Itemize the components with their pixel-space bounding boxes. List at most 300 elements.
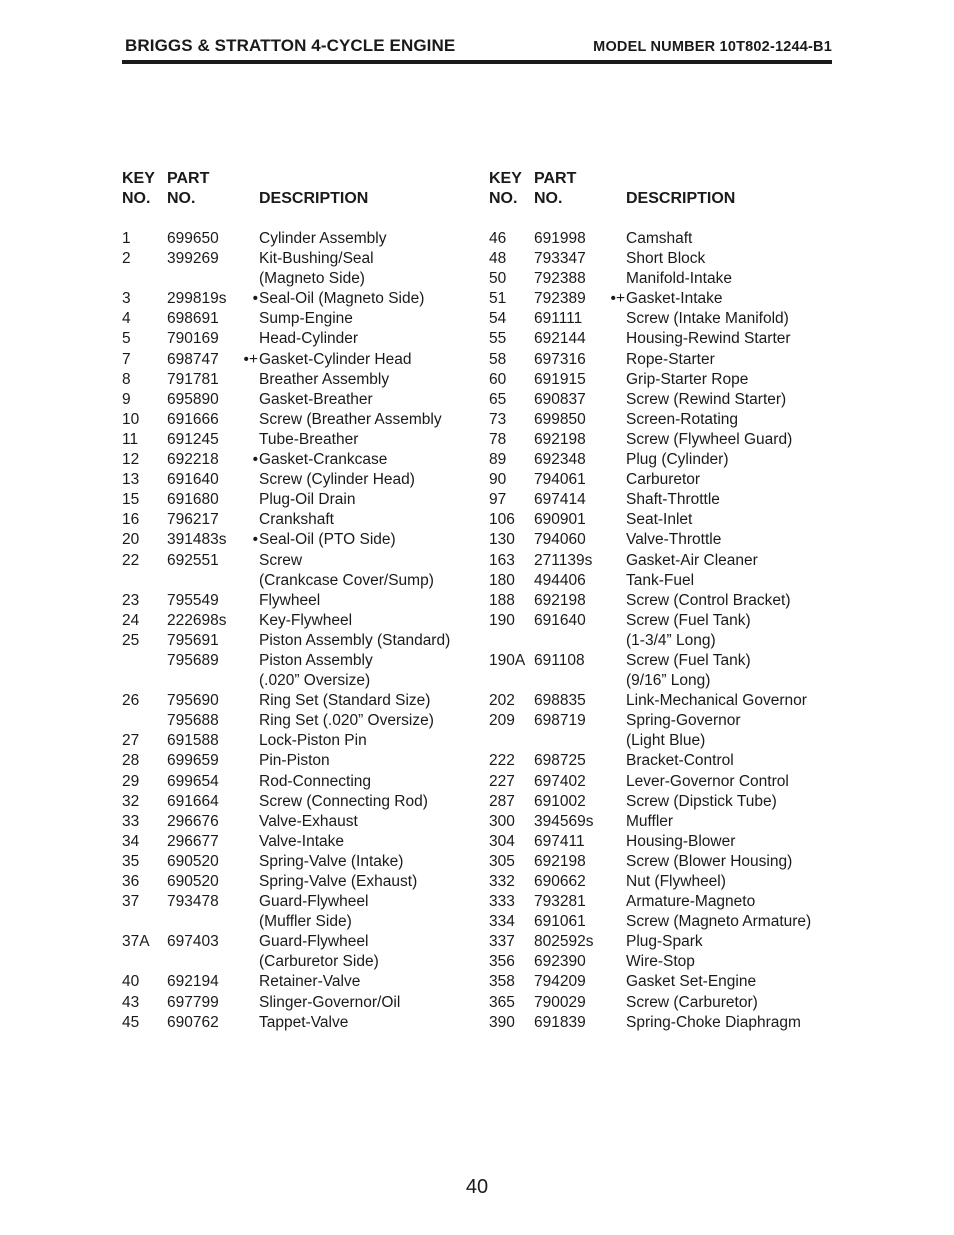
part-header-line1: PART <box>534 170 577 187</box>
key-number: 23 <box>122 591 140 609</box>
parts-row <box>489 470 849 490</box>
parts-row <box>489 792 849 812</box>
key-number: 22 <box>122 551 140 569</box>
key-number: 32 <box>122 792 140 810</box>
part-description: Screw (Rewind Starter) <box>626 390 787 408</box>
parts-row <box>122 510 482 530</box>
key-number: 332 <box>489 873 515 890</box>
part-description: Kit-Bushing/Seal <box>259 250 374 268</box>
key-number: 11 <box>122 430 139 448</box>
part-description: Housing-Blower <box>626 832 736 850</box>
parts-row <box>489 390 849 410</box>
parts-row <box>489 912 849 932</box>
part-description: Gasket-Cylinder Head <box>259 350 412 368</box>
key-number: 8 <box>122 370 131 388</box>
key-number: 1 <box>122 230 131 247</box>
parts-row <box>489 551 849 571</box>
key-number: 50 <box>489 270 507 288</box>
parts-row <box>489 591 849 611</box>
part-number: 691111 <box>534 310 583 328</box>
parts-row <box>122 872 482 892</box>
part-description: Gasket-Air Cleaner <box>626 551 758 569</box>
part-description: (Carburetor Side) <box>259 953 379 971</box>
parts-row <box>489 289 849 309</box>
key-number: 36 <box>122 873 140 890</box>
parts-row <box>122 932 482 952</box>
key-number: 25 <box>122 631 140 649</box>
part-number: 802592s <box>534 933 594 951</box>
part-number: 791781 <box>167 370 219 388</box>
part-number: 793347 <box>534 250 586 268</box>
part-description: Shaft-Throttle <box>626 491 720 509</box>
parts-row <box>122 812 482 832</box>
part-number: 299819s <box>167 290 227 308</box>
parts-list-left <box>122 229 482 1033</box>
part-description: Valve-Throttle <box>626 531 722 549</box>
part-description: Tank-Fuel <box>626 571 695 589</box>
part-description: Piston Assembly (Standard) <box>259 631 451 649</box>
key-number: 202 <box>489 692 515 710</box>
part-description: Sump-Engine <box>259 310 353 328</box>
part-header-line2: NO. <box>534 190 563 207</box>
part-number: 698725 <box>534 752 586 770</box>
part-description: Key-Flywheel <box>259 611 353 629</box>
parts-row <box>489 872 849 892</box>
part-number: 795689 <box>167 651 219 669</box>
part-description: Tappet-Valve <box>259 1013 349 1031</box>
part-number: 699850 <box>534 410 586 428</box>
key-number: 188 <box>489 591 515 609</box>
page-number: 40 <box>465 1176 489 1198</box>
part-number: 796217 <box>167 511 219 529</box>
key-number: 2 <box>122 250 131 268</box>
part-number: 792389 <box>534 290 586 308</box>
key-number: 5 <box>122 330 131 348</box>
key-number: 29 <box>122 772 140 790</box>
parts-row <box>489 932 849 952</box>
key-number: 4 <box>122 310 131 328</box>
key-number: 305 <box>489 852 515 870</box>
parts-row <box>122 711 482 731</box>
part-marker: •+ <box>243 350 258 368</box>
parts-row <box>122 792 482 812</box>
engine-title: BRIGGS & STRATTON 4-CYCLE ENGINE <box>125 36 456 55</box>
part-number: 691245 <box>167 430 219 448</box>
part-number: 790169 <box>167 330 219 348</box>
part-description: Screw (Fuel Tank) <box>626 651 751 669</box>
part-number: 790029 <box>534 993 586 1011</box>
part-number: 795549 <box>167 591 219 609</box>
parts-row <box>489 691 849 711</box>
part-number: 690837 <box>534 390 586 408</box>
part-number: 690901 <box>534 511 586 529</box>
part-description: Screw (Magneto Armature) <box>626 913 812 931</box>
part-number: 222698s <box>167 611 227 629</box>
part-number: 691588 <box>167 732 219 750</box>
part-number: 794209 <box>534 973 586 991</box>
key-number: 222 <box>489 752 515 770</box>
part-description: Guard-Flywheel <box>259 893 369 911</box>
parts-row <box>122 390 482 410</box>
part-description: Plug (Cylinder) <box>626 451 729 469</box>
part-number: 494406 <box>534 571 586 589</box>
part-description: Valve-Exhaust <box>259 812 358 830</box>
part-description: Crankshaft <box>259 511 334 529</box>
parts-row <box>122 370 482 390</box>
part-number: 691640 <box>534 611 586 629</box>
key-number: 180 <box>489 571 515 589</box>
key-number: 390 <box>489 1013 515 1031</box>
key-header-line2: NO. <box>489 190 518 207</box>
part-header-line1: PART <box>167 170 210 187</box>
part-description: Cylinder Assembly <box>259 230 387 247</box>
part-number: 692198 <box>534 852 586 870</box>
key-number: 45 <box>122 1013 140 1031</box>
parts-list-right <box>489 229 849 1033</box>
parts-row <box>122 450 482 470</box>
key-number: 26 <box>122 692 140 710</box>
part-number: 692194 <box>167 973 219 991</box>
part-description: Screw (Cylinder Head) <box>259 471 415 489</box>
parts-row <box>122 410 482 430</box>
key-number: 7 <box>122 350 131 368</box>
key-number: 190 <box>489 611 515 629</box>
key-number: 16 <box>122 511 140 529</box>
parts-row <box>122 571 482 591</box>
part-description: (.020” Oversize) <box>259 672 371 690</box>
part-number: 698719 <box>534 712 586 730</box>
part-description: Screw <box>259 551 303 569</box>
part-number: 698691 <box>167 310 219 328</box>
part-description: Slinger-Governor/Oil <box>259 993 401 1011</box>
key-number: 58 <box>489 350 507 368</box>
parts-row <box>122 530 482 550</box>
parts-row <box>122 671 482 691</box>
part-number: 794061 <box>534 471 586 489</box>
key-number: 40 <box>122 973 140 991</box>
part-description: Screw (Flywheel Guard) <box>626 430 793 448</box>
key-number: 333 <box>489 893 515 911</box>
part-description: Armature-Magneto <box>626 893 756 911</box>
part-description: Gasket-Crankcase <box>259 451 388 469</box>
part-description: Spring-Valve (Intake) <box>259 852 404 870</box>
description-header: DESCRIPTION <box>626 190 736 207</box>
part-description: Short Block <box>626 250 706 268</box>
parts-row <box>489 772 849 792</box>
key-number: 9 <box>122 390 131 408</box>
parts-row <box>489 993 849 1013</box>
parts-row <box>489 309 849 329</box>
parts-row <box>489 350 849 370</box>
part-number: 399269 <box>167 250 219 268</box>
part-description: Pin-Piston <box>259 752 330 770</box>
part-description: Housing-Rewind Starter <box>626 330 791 348</box>
part-description: Rope-Starter <box>626 350 715 368</box>
part-description: Camshaft <box>626 230 693 247</box>
parts-column-right <box>489 169 849 1033</box>
parts-row <box>489 711 849 731</box>
parts-row <box>122 490 482 510</box>
part-description: Screw (Dipstick Tube) <box>626 792 777 810</box>
key-number: 337 <box>489 933 515 951</box>
parts-row <box>489 450 849 470</box>
key-number: 78 <box>489 430 507 448</box>
part-description: Screw (Connecting Rod) <box>259 792 428 810</box>
key-number: 227 <box>489 772 515 790</box>
part-description: (1-3/4” Long) <box>626 631 716 649</box>
parts-row <box>122 309 482 329</box>
part-description: Ring Set (Standard Size) <box>259 692 431 710</box>
parts-row <box>489 751 849 771</box>
part-description: Screw (Intake Manifold) <box>626 310 789 328</box>
part-description: Grip-Starter Rope <box>626 370 749 388</box>
part-number: 697411 <box>534 832 585 850</box>
part-description: Manifold-Intake <box>626 270 732 288</box>
part-number: 792388 <box>534 270 586 288</box>
part-description: Screw (Carburetor) <box>626 993 758 1011</box>
parts-row <box>489 832 849 852</box>
parts-row <box>489 611 849 631</box>
key-number: 13 <box>122 471 140 489</box>
part-description: Nut (Flywheel) <box>626 873 726 890</box>
part-description: Bracket-Control <box>626 752 734 770</box>
part-description: (9/16” Long) <box>626 672 711 690</box>
part-description: Rod-Connecting <box>259 772 372 790</box>
part-description: Gasket-Breather <box>259 390 373 408</box>
parts-row <box>489 430 849 450</box>
key-number: 33 <box>122 812 140 830</box>
key-number: 89 <box>489 451 507 469</box>
key-number: 209 <box>489 712 515 730</box>
part-number: 691998 <box>534 230 586 247</box>
part-description: Breather Assembly <box>259 370 390 388</box>
parts-row <box>122 691 482 711</box>
parts-row <box>122 912 482 932</box>
parts-row <box>122 631 482 651</box>
part-description: Head-Cylinder <box>259 330 359 348</box>
part-number: 691666 <box>167 410 219 428</box>
part-number: 692390 <box>534 953 586 971</box>
key-number: 34 <box>122 832 140 850</box>
part-marker: • <box>252 290 258 308</box>
part-description: (Light Blue) <box>626 732 706 750</box>
part-marker: • <box>252 531 258 549</box>
parts-row <box>122 551 482 571</box>
part-number: 795690 <box>167 692 219 710</box>
parts-row <box>489 671 849 691</box>
key-number: 130 <box>489 531 515 549</box>
parts-row <box>489 490 849 510</box>
part-description: Gasket Set-Engine <box>626 973 757 991</box>
description-header: DESCRIPTION <box>259 190 369 207</box>
part-number: 692198 <box>534 591 586 609</box>
page-header <box>122 36 832 64</box>
parts-row <box>122 430 482 450</box>
part-number: 690520 <box>167 852 219 870</box>
key-number: 304 <box>489 832 515 850</box>
part-number: 699654 <box>167 772 219 790</box>
part-description: Plug-Oil Drain <box>259 491 356 509</box>
parts-row <box>122 289 482 309</box>
part-number: 391483s <box>167 531 227 549</box>
key-number: 10 <box>122 410 140 428</box>
parts-row <box>122 993 482 1013</box>
key-number: 60 <box>489 370 507 388</box>
key-number: 90 <box>489 471 507 489</box>
part-marker: •+ <box>610 290 625 308</box>
part-description: Carburetor <box>626 471 701 489</box>
parts-row <box>489 329 849 349</box>
part-number: 795691 <box>167 631 219 649</box>
part-number: 691915 <box>534 370 586 388</box>
part-number: 698747 <box>167 350 219 368</box>
parts-row <box>122 892 482 912</box>
part-number: 691664 <box>167 792 219 810</box>
key-number: 55 <box>489 330 507 348</box>
parts-row <box>122 651 482 671</box>
part-description: Spring-Valve (Exhaust) <box>259 873 418 890</box>
parts-row <box>489 952 849 972</box>
key-number: 3 <box>122 290 131 308</box>
parts-row <box>122 731 482 751</box>
part-number: 691680 <box>167 491 219 509</box>
key-number: 20 <box>122 531 140 549</box>
part-description: Muffler <box>626 812 674 830</box>
part-number: 691839 <box>534 1013 586 1031</box>
parts-row <box>489 571 849 591</box>
parts-row <box>122 249 482 269</box>
part-header-line2: NO. <box>167 190 196 207</box>
key-header-line1: KEY <box>489 170 522 187</box>
part-description: Lever-Governor Control <box>626 772 789 790</box>
part-number: 793281 <box>534 893 586 911</box>
part-number: 699659 <box>167 752 219 770</box>
part-description: Ring Set (.020” Oversize) <box>259 712 434 730</box>
parts-row <box>489 269 849 289</box>
key-number: 97 <box>489 491 507 509</box>
parts-row <box>489 510 849 530</box>
parts-row <box>489 229 849 249</box>
part-number: 695890 <box>167 390 219 408</box>
parts-row <box>122 972 482 992</box>
parts-row <box>122 591 482 611</box>
part-description: Guard-Flywheel <box>259 933 369 951</box>
parts-row <box>489 410 849 430</box>
key-number: 12 <box>122 451 140 469</box>
part-description: Screen-Rotating <box>626 410 739 428</box>
part-description: (Magneto Side) <box>259 270 365 288</box>
part-number: 691640 <box>167 471 219 489</box>
key-number: 73 <box>489 410 507 428</box>
part-number: 692218 <box>167 451 219 469</box>
part-description: Link-Mechanical Governor <box>626 692 807 710</box>
key-number: 300 <box>489 812 515 830</box>
part-description: (Muffler Side) <box>259 913 352 931</box>
part-description: Plug-Spark <box>626 933 703 951</box>
parts-row <box>489 892 849 912</box>
key-header-line1: KEY <box>122 170 155 187</box>
part-number: 692551 <box>167 551 219 569</box>
part-description: Valve-Intake <box>259 832 345 850</box>
part-number: 690762 <box>167 1013 219 1031</box>
part-number: 296677 <box>167 832 219 850</box>
part-description: Screw (Fuel Tank) <box>626 611 751 629</box>
part-number: 698835 <box>534 692 586 710</box>
part-number: 690520 <box>167 873 219 890</box>
part-description: Piston Assembly <box>259 651 373 669</box>
model-number: MODEL NUMBER 10T802-1244-B1 <box>593 39 832 55</box>
part-number: 697799 <box>167 993 219 1011</box>
key-number: 356 <box>489 953 515 971</box>
part-number: 271139s <box>534 551 593 569</box>
part-number: 697316 <box>534 350 586 368</box>
part-number: 697414 <box>534 491 586 509</box>
key-number: 27 <box>122 732 140 750</box>
part-description: Screw (Breather Assembly <box>259 410 442 428</box>
part-number: 795688 <box>167 712 219 730</box>
parts-row <box>489 731 849 751</box>
parts-row <box>122 470 482 490</box>
key-number: 48 <box>489 250 507 268</box>
part-description: Wire-Stop <box>626 953 695 971</box>
key-number: 54 <box>489 310 507 328</box>
key-header-line2: NO. <box>122 190 151 207</box>
part-number: 691061 <box>534 913 586 931</box>
part-description: Spring-Governor <box>626 712 741 730</box>
key-number: 358 <box>489 973 515 991</box>
parts-row <box>489 631 849 651</box>
parts-row <box>122 611 482 631</box>
parts-row <box>122 329 482 349</box>
part-number: 691002 <box>534 792 586 810</box>
key-number: 46 <box>489 230 507 247</box>
parts-row <box>489 972 849 992</box>
parts-column-left <box>122 169 482 1033</box>
part-number: 394569s <box>534 812 594 830</box>
parts-row <box>489 852 849 872</box>
part-description: Screw (Control Bracket) <box>626 591 791 609</box>
parts-row <box>489 249 849 269</box>
parts-row <box>122 1013 482 1033</box>
parts-row <box>122 952 482 972</box>
key-number: 190A <box>489 651 526 669</box>
key-number: 65 <box>489 390 507 408</box>
key-number: 15 <box>122 491 140 509</box>
column-headers <box>122 169 482 211</box>
parts-row <box>122 229 482 249</box>
part-description: Flywheel <box>259 591 321 609</box>
parts-row <box>122 832 482 852</box>
part-number: 699650 <box>167 230 219 247</box>
parts-row <box>489 812 849 832</box>
part-number: 692144 <box>534 330 586 348</box>
part-number: 697402 <box>534 772 586 790</box>
key-number: 365 <box>489 993 515 1011</box>
key-number: 35 <box>122 852 140 870</box>
parts-row <box>122 269 482 289</box>
part-description: Spring-Choke Diaphragm <box>626 1013 801 1031</box>
part-description: (Crankcase Cover/Sump) <box>259 571 434 589</box>
key-number: 106 <box>489 511 515 529</box>
column-headers <box>489 169 849 211</box>
key-number: 163 <box>489 551 515 569</box>
part-description: Tube-Breather <box>259 430 359 448</box>
part-marker: • <box>252 451 258 469</box>
parts-row <box>489 651 849 671</box>
part-number: 794060 <box>534 531 586 549</box>
key-number: 24 <box>122 611 140 629</box>
part-number: 690662 <box>534 873 586 890</box>
